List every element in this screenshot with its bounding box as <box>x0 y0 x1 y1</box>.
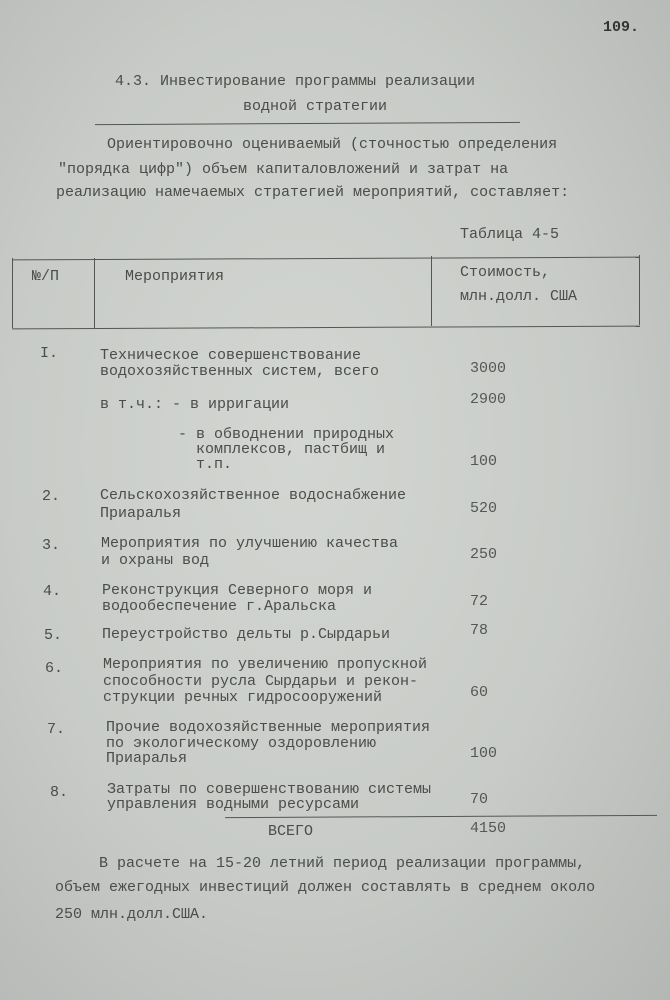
total-label: ВСЕГО <box>268 823 314 840</box>
row-num: 7. <box>47 721 66 738</box>
header-cost-unit: млн.долл. США <box>460 288 578 305</box>
row-num: 3. <box>42 537 61 554</box>
row-text: Мероприятия по улучшению качества <box>101 535 399 552</box>
page-number: 109. <box>603 19 640 36</box>
row-text: в т.ч.: - в ирригации <box>100 396 290 413</box>
row-value: 3000 <box>470 360 507 377</box>
section-title-cont: водной стратегии <box>243 98 388 115</box>
header-num: №/П <box>32 268 60 285</box>
closing-line: В расчете на 15-20 летний период реализации программы, <box>99 855 586 872</box>
intro-line: реализацию намечаемых стратегией мероприятий, составляет: <box>56 184 570 201</box>
row-text: водохозяйственных систем, всего <box>100 363 380 380</box>
header-measure: Мероприятия <box>125 268 225 285</box>
row-value: 100 <box>470 453 498 470</box>
row-num: I. <box>40 345 59 362</box>
closing-line: 250 млн.долл.США. <box>55 906 209 923</box>
row-text: Сельскохозяйственное водоснабжение <box>100 487 407 504</box>
intro-line: Ориентировочно оцениваемый (сточностью определения <box>107 136 558 153</box>
row-value: 2900 <box>470 391 507 408</box>
row-value: 520 <box>470 500 498 517</box>
row-num: 2. <box>42 488 61 505</box>
row-value: 250 <box>470 546 498 563</box>
row-text: т.п. <box>196 456 233 473</box>
table-caption: Таблица 4-5 <box>460 226 560 243</box>
intro-line: "порядка цифр") объем капиталовложений и затрат на <box>58 161 509 178</box>
row-num: 8. <box>50 784 69 801</box>
section-title: 4.3. Инвестирование программы реализации <box>115 73 476 90</box>
title-underline <box>95 122 520 125</box>
row-text: Техническое совершенствование <box>100 347 362 364</box>
row-text: Переустройство дельты р.Сырдарьи <box>102 626 391 643</box>
row-text: струкции речных гидросооружений <box>103 689 383 706</box>
row-value: 70 <box>470 791 489 808</box>
total-divider <box>225 815 657 818</box>
row-text: и охраны вод <box>101 552 210 569</box>
row-text: Прочие водохозяйственные мероприятия <box>106 719 431 736</box>
row-value: 60 <box>470 684 489 701</box>
row-text: управления водными ресурсами <box>107 796 360 813</box>
row-text: Приаралья <box>100 505 182 522</box>
row-num: 4. <box>43 583 62 600</box>
row-text: способности русла Сырдарьи и рекон- <box>103 673 419 690</box>
row-value: 72 <box>470 593 489 610</box>
row-text: Мероприятия по увеличению пропускной <box>103 656 428 673</box>
row-text: по экологическому оздоровлению <box>106 735 377 752</box>
header-cost: Стоимость, <box>460 264 551 281</box>
closing-line: объем ежегодных инвестиций должен составлять в среднем около <box>55 879 596 896</box>
row-num: 6. <box>45 660 64 677</box>
row-text: водообеспечение г.Аральска <box>102 598 337 615</box>
row-text: Реконструкция Северного моря и <box>102 582 373 599</box>
row-text: Приаралья <box>106 750 188 767</box>
row-text: - в обводнении природных <box>178 426 395 443</box>
row-num: 5. <box>44 627 63 644</box>
row-text: комплексов, пастбищ и <box>196 441 386 458</box>
total-value: 4150 <box>470 820 507 837</box>
row-text: Затраты по совершенствованию системы <box>107 781 432 798</box>
row-value: 100 <box>470 745 498 762</box>
row-value: 78 <box>470 622 489 639</box>
